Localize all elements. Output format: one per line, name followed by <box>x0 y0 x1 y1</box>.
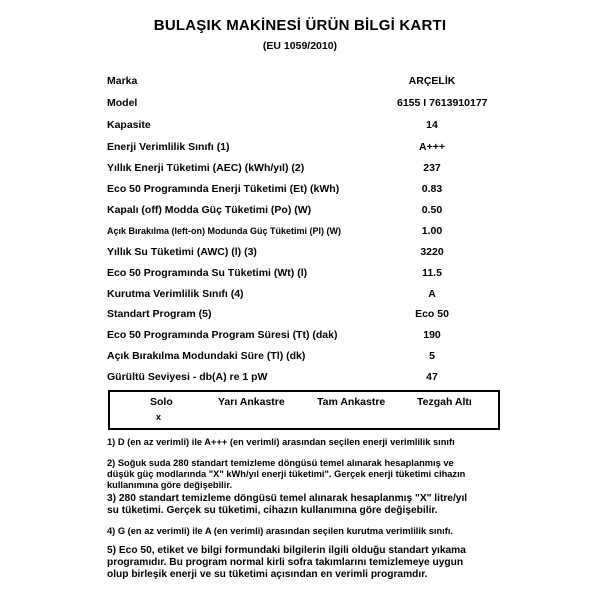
spec-row-drying-class <box>107 287 507 301</box>
spec-label: Eco 50 Programında Program Süresi (Tt) (dak) <box>107 329 338 341</box>
footnote-line: düşük güç modlarında "X" kWh/yıl enerji tüketimi". Gerçek enerji tüketimi cihazın <box>107 469 466 479</box>
spec-row-standard-program <box>107 307 507 321</box>
spec-value: ARÇELİK <box>408 75 456 87</box>
footnote-3 <box>107 493 507 517</box>
spec-value: 14 <box>426 119 438 131</box>
spec-label: Yıllık Enerji Tüketimi (AEC) (kWh/yıl) (2) <box>107 162 305 174</box>
footnote-line: olup birleşik enerji ve su tüketimi açısından en verimli programdır. <box>107 569 428 580</box>
installation-solo-mark: x <box>156 412 162 422</box>
spec-label: Enerji Verimlilik Sınıfı (1) <box>107 141 230 153</box>
footnote-4 <box>107 526 507 537</box>
footnote-line: 1) D (en az verimli) ile A+++ (en verimli) arasından seçilen enerji verimlilik sınıfı <box>107 437 455 447</box>
spec-value: A <box>428 288 436 300</box>
spec-value: Eco 50 <box>415 308 449 320</box>
footnote-1 <box>107 437 507 448</box>
spec-row-eco-energy <box>107 182 507 196</box>
installation-solo-header: Solo <box>150 396 173 408</box>
footnote-5 <box>107 545 507 581</box>
spec-label: Kapasite <box>107 119 151 131</box>
installation-semi-built-in-header: Yarı Ankastre <box>218 396 285 408</box>
spec-value: 0.50 <box>421 204 443 216</box>
spec-label: Standart Program (5) <box>107 308 212 320</box>
spec-row-brand <box>107 74 507 88</box>
spec-row-annual-water <box>107 245 507 259</box>
footnote-line: programıdır. Bu program normal kirli sofra takımlarını temizlemeye uygun <box>107 557 464 568</box>
spec-value: 190 <box>423 329 441 341</box>
spec-row-eco-water <box>107 266 507 280</box>
installation-under-counter-header: Tezgah Altı <box>417 396 472 408</box>
spec-value: 1.00 <box>421 225 443 237</box>
page-subtitle: (EU 1059/2010) <box>262 40 338 52</box>
spec-label: Eco 50 Programında Su Tüketimi (Wt) (l) <box>107 267 308 279</box>
spec-value: 47 <box>426 371 438 383</box>
spec-value: 11.5 <box>422 267 442 279</box>
spec-row-off-power <box>107 203 507 217</box>
spec-row-program-duration <box>107 328 507 342</box>
spec-row-left-on-power <box>107 224 507 238</box>
spec-value: 6155 I 7613910177 <box>397 97 488 109</box>
footnote-2 <box>107 458 507 491</box>
spec-label: Gürültü Seviyesi - db(A) re 1 pW <box>107 371 268 383</box>
spec-value: 237 <box>423 162 441 174</box>
spec-row-capacity <box>107 118 507 132</box>
footnote-line: su tüketimi. Gerçek su tüketimi, cihazın kullanımına göre değişebilir. <box>107 505 438 516</box>
spec-value: A+++ <box>419 141 445 153</box>
installation-type-box <box>108 390 500 430</box>
spec-row-noise <box>107 370 507 384</box>
spec-row-model <box>107 96 507 110</box>
spec-label: Model <box>107 97 138 109</box>
footnote-line: 5) Eco 50, etiket ve bilgi formundaki bilgilerin ilgili olduğu standart yıkama <box>107 545 466 556</box>
spec-label: Kapalı (off) Modda Güç Tüketimi (Po) (W) <box>107 204 312 216</box>
spec-label: Açık Bırakılma (left-on) Modunda Güç Tüketimi (Pl) (W) <box>107 226 342 236</box>
footnote-line: kullanımına göre değişebilir. <box>107 480 233 490</box>
spec-label: Kurutma Verimlilik Sınıfı (4) <box>107 288 244 300</box>
spec-label: Yıllık Su Tüketimi (AWC) (l) (3) <box>107 246 257 258</box>
spec-label: Eco 50 Programında Enerji Tüketimi (Et) (kWh) <box>107 183 340 195</box>
spec-value: 5 <box>429 350 435 362</box>
spec-row-energy-class <box>107 140 507 154</box>
spec-value: 0.83 <box>421 183 443 195</box>
spec-label: Marka <box>107 75 138 87</box>
footnote-line: 3) 280 standart temizleme döngüsü temel alınarak hesaplanmış "X" litre/yıl <box>107 493 468 504</box>
footnote-line: 2) Soğuk suda 280 standart temizleme döngüsü temel alınarak hesaplanmış ve <box>107 458 454 468</box>
installation-fully-built-in-header: Tam Ankastre <box>317 396 386 408</box>
page-title: BULAŞIK MAKİNESİ ÜRÜN BİLGİ KARTI <box>153 17 447 34</box>
footnote-line: 4) G (en az verimli) ile A (en verimli) arasından seçilen kurutma verimlilik sınıfı. <box>107 526 454 536</box>
spec-row-annual-energy <box>107 161 507 175</box>
spec-label: Açık Bırakılma Modundaki Süre (Tl) (dk) <box>107 350 306 362</box>
spec-value: 3220 <box>420 246 444 258</box>
spec-row-left-on-duration <box>107 349 507 363</box>
